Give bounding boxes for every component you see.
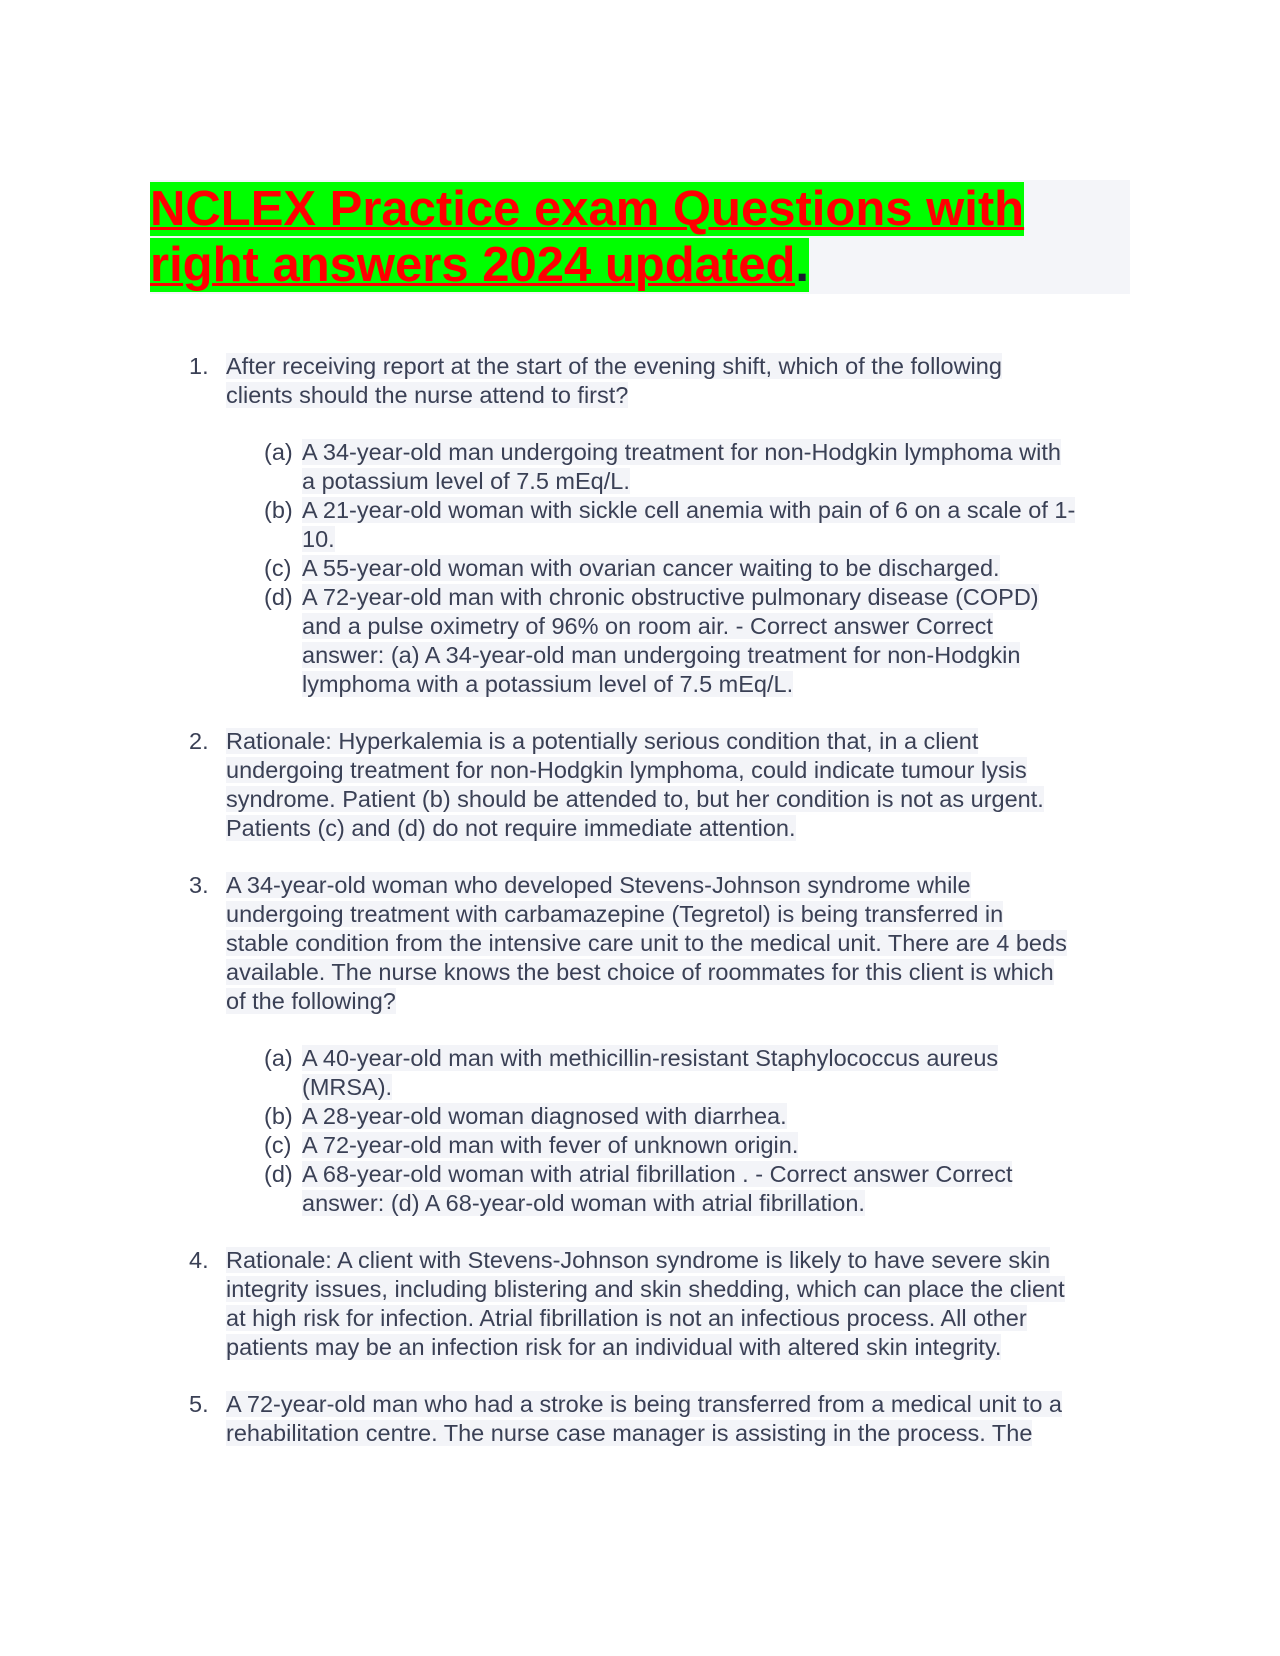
document-title	[150, 180, 1130, 294]
item-number: 5.	[189, 1391, 209, 1417]
rationale-1: Rationale: Hyperkalemia is a potentially serious condition that, in a client undergoing treatment for non-Hodgkin lymphoma, could indicate tumour lysis syndrome. Patient (b) should be attended to, but her condition is not as urgent. Patients (c) and (d) do not require immediate attention.	[226, 728, 1044, 841]
option-label: (d)	[264, 584, 293, 610]
option-label: (c)	[264, 1132, 292, 1158]
title-line-2: right answers 2024 updated.	[150, 238, 809, 292]
option-label: (c)	[264, 555, 292, 581]
option-text: A 28-year-old woman diagnosed with diarrhea.	[302, 1103, 787, 1129]
option-label: (a)	[264, 1045, 293, 1071]
option-label: (a)	[264, 439, 293, 465]
item-number: 1.	[189, 353, 209, 379]
option-text: A 40-year-old man with methicillin-resistant Staphylococcus aureus (MRSA).	[302, 1045, 999, 1100]
option-label: (d)	[264, 1161, 293, 1187]
option-text: A 55-year-old woman with ovarian cancer waiting to be discharged.	[302, 555, 1000, 581]
question-1: After receiving report at the start of the evening shift, which of the following clients should the nurse attend to first?	[226, 353, 1002, 408]
option-label: (b)	[264, 497, 293, 523]
title-line-1: NCLEX Practice exam Questions with	[150, 182, 1025, 236]
question-3: A 34-year-old woman who developed Stevens-Johnson syndrome while undergoing treatment with carbamazepine (Tegretol) is being transferred in stable condition from the intensive care unit to the medical unit. There are 4 beds available. The nurse knows the best choice of roommates for this client is which of the following?	[226, 872, 1067, 1014]
item-number: 2.	[189, 728, 209, 754]
item-number: 3.	[189, 872, 209, 898]
option-text: A 72-year-old man with fever of unknown origin.	[302, 1132, 799, 1158]
item-number: 4.	[189, 1247, 209, 1273]
option-text: A 34-year-old man undergoing treatment for non-Hodgkin lymphoma with a potassium level of 7.5 mEq/L.	[302, 439, 1061, 494]
question-5: A 72-year-old man who had a stroke is being transferred from a medical unit to a rehabilitation centre. The nurse case manager is assisting in the process. The	[226, 1391, 1062, 1446]
rationale-3: Rationale: A client with Stevens-Johnson syndrome is likely to have severe skin integrity issues, including blistering and skin shedding, which can place the client at high risk for infection. Atrial fibrillation is not an infectious process. All other patients may be an infection risk for an individual with altered skin integrity.	[226, 1247, 1065, 1360]
option-label: (b)	[264, 1103, 293, 1129]
option-text: A 72-year-old man with chronic obstructive pulmonary disease (COPD) and a pulse oximetry of 96% on room air. - Correct answer Correct answer: (a) A 34-year-old man undergoing treatment for non-Hodgkin lymphoma with a potassium level of 7.5 mEq/L.	[302, 584, 1039, 697]
option-text: A 68-year-old woman with atrial fibrillation . - Correct answer Correct answer: (d) A 68-year-old woman with atrial fibrillation.	[302, 1161, 1013, 1216]
option-text: A 21-year-old woman with sickle cell anemia with pain of 6 on a scale of 1- 10.	[302, 497, 1076, 552]
